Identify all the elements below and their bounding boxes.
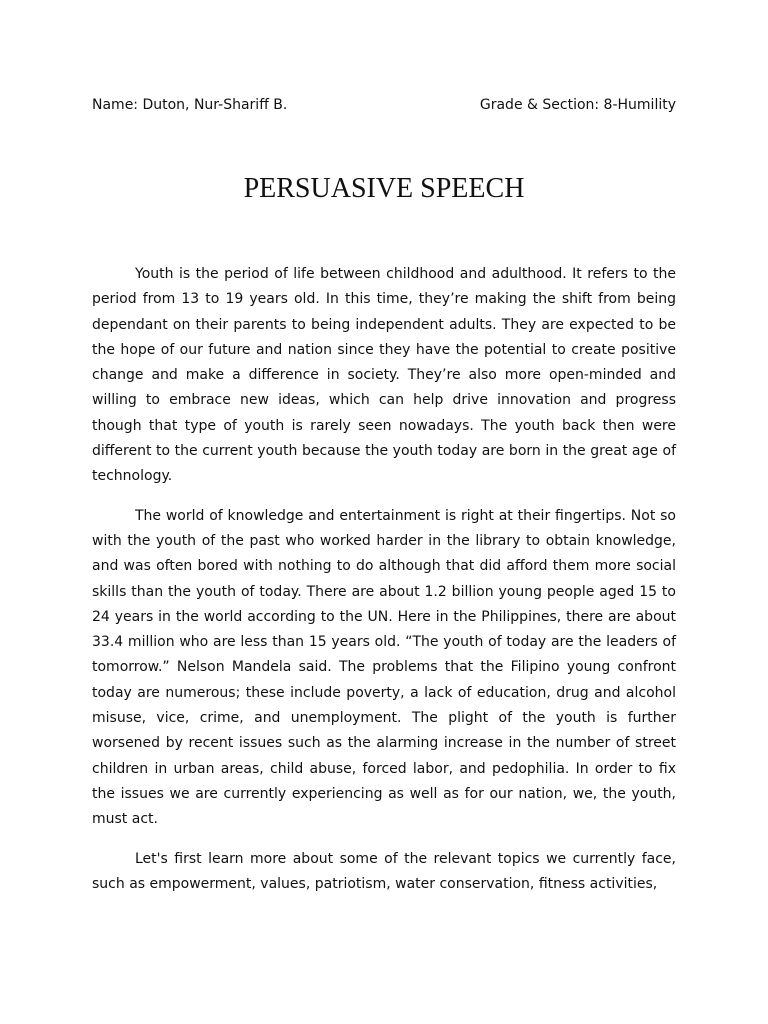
student-name: Name: Duton, Nur-Shariff B. bbox=[92, 97, 288, 113]
speech-body bbox=[92, 262, 676, 911]
grade-section: Grade & Section: 8-Humility bbox=[479, 97, 676, 113]
document-title: PERSUASIVE SPEECH bbox=[243, 173, 525, 204]
paragraph-2: The world of knowledge and entertainment is right at their fingertips. Not so with the youth of the past who worked harder in the library to obtain knowledge, and was often bored with nothing to do although that did afford them more social skills than the youth of today. There are about 1.2 billion young people aged 15 to 24 years in the world according to the UN. Here in the Philippines, there are about 33.4 million who are less than 15 years old. “The youth of today are the leaders of tomorrow.” Nelson Mandela said. The problems that the Filipino young confront today are numerous; these include poverty, a lack of education, drug and alcohol misuse, vice, crime, and unemployment. The plight of the youth is further worsened by recent issues such as the alarming increase in the number of street children in urban areas, child abuse, forced labor, and pedophilia. In order to fix the issues we are currently experiencing as well as for our nation, we, the youth, must act. bbox=[92, 507, 676, 828]
paragraph-1: Youth is the period of life between childhood and adulthood. It refers to the period from 13 to 19 years old. In this time, they’re making the shift from being dependant on their parents to being independent adults. They are expected to be the hope of our future and nation since they have the potential to create positive change and make a difference in society. They’re also more open-minded and willing to embrace new ideas, which can help drive innovation and progress though that type of youth is rarely seen nowadays. The youth back then were different to the current youth because the youth today are born in the great age of technology. bbox=[92, 266, 676, 485]
paragraph-3: Let's first learn more about some of the relevant topics we currently face, such as empowerment, values, patriotism, water conservation, fitness activities, bbox=[92, 850, 676, 892]
student-info-row bbox=[92, 96, 676, 114]
